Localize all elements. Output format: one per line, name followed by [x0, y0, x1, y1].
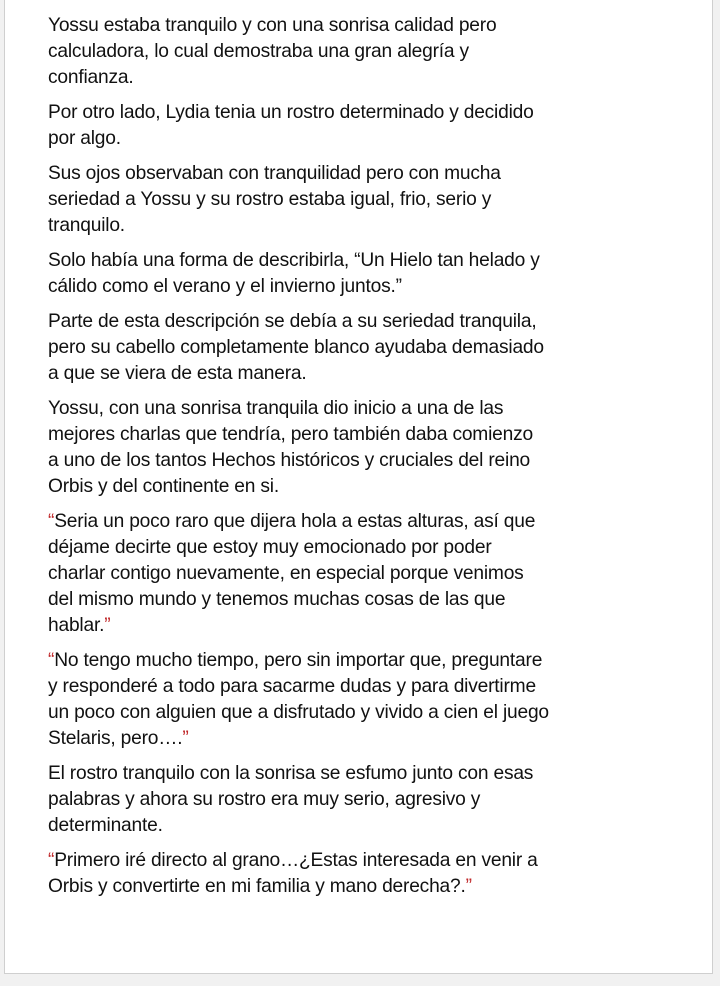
close-quote-mark: ” [182, 728, 189, 749]
open-quote-mark: “ [48, 850, 55, 871]
dialogue-text: Seria un poco raro que dijera hola a estas alturas, así que [54, 511, 536, 532]
open-quote-mark: “ [48, 650, 55, 671]
text-line: a uno de los tantos Hechos históricos y cruciales del reino [48, 450, 531, 471]
dialogue-text: Primero iré directo al grano…¿Estas interesada en venir a [54, 850, 538, 871]
open-quote-mark: “ [48, 511, 55, 532]
text-line [48, 613, 688, 639]
text-line: por algo. [48, 128, 121, 149]
paragraph-narration [48, 13, 688, 91]
dialogue-text: No tengo mucho tiempo, pero sin importar que, preguntare [54, 650, 543, 671]
paragraph-narration [48, 100, 688, 152]
document-page [4, 0, 713, 974]
text-line: charlar contigo nuevamente, en especial porque venimos [48, 563, 524, 584]
text-line: Yossu estaba tranquilo y con una sonrisa calidad pero [48, 15, 497, 36]
text-line: Solo había una forma de describirla, “Un Hielo tan helado y [48, 250, 540, 271]
dialogue-text: Stelaris, pero…. [48, 728, 183, 749]
document-body [48, 13, 688, 909]
text-line [48, 509, 688, 535]
text-line: Parte de esta descripción se debía a su seriedad tranquila, [48, 311, 537, 332]
dialogue-text: Orbis y convertirte en mi familia y mano derecha?. [48, 876, 466, 897]
text-line: El rostro tranquilo con la sonrisa se esfumo junto con esas [48, 763, 534, 784]
close-quote-mark: ” [104, 615, 111, 636]
text-line [48, 874, 688, 900]
text-line: Yossu, con una sonrisa tranquila dio inicio a una de las [48, 398, 504, 419]
text-line: Sus ojos observaban con tranquilidad pero con mucha [48, 163, 501, 184]
text-line: pero su cabello completamente blanco ayudaba demasiado [48, 337, 544, 358]
text-line [48, 726, 688, 752]
text-line: cálido como el verano y el invierno juntos.” [48, 276, 402, 297]
paragraph-narration [48, 309, 688, 387]
paragraph-narration [48, 161, 688, 239]
text-line [48, 848, 688, 874]
text-line: déjame decirte que estoy muy emocionado por poder [48, 537, 492, 558]
text-line: Orbis y del continente en si. [48, 476, 279, 497]
dialogue-text: hablar. [48, 615, 105, 636]
paragraph-dialogue [48, 848, 688, 900]
paragraph-dialogue [48, 509, 688, 639]
text-line: seriedad a Yossu y su rostro estaba igual, frio, serio y [48, 189, 492, 210]
paragraph-narration [48, 248, 688, 300]
text-line: mejores charlas que tendría, pero también daba comienzo [48, 424, 533, 445]
text-line: y responderé a todo para sacarme dudas y para divertirme [48, 676, 536, 697]
paragraph-narration [48, 396, 688, 500]
text-line: tranquilo. [48, 215, 125, 236]
text-line: confianza. [48, 67, 134, 88]
text-line: un poco con alguien que a disfrutado y vivido a cien el juego [48, 702, 549, 723]
close-quote-mark: ” [465, 876, 472, 897]
text-line [48, 648, 688, 674]
text-line: determinante. [48, 815, 163, 836]
paragraph-dialogue [48, 648, 688, 752]
text-line: palabras y ahora su rostro era muy serio, agresivo y [48, 789, 481, 810]
text-line: Por otro lado, Lydia tenia un rostro determinado y decidido [48, 102, 534, 123]
paragraph-narration [48, 761, 688, 839]
text-line: a que se viera de esta manera. [48, 363, 307, 384]
text-line: del mismo mundo y tenemos muchas cosas de las que [48, 589, 506, 610]
text-line: calculadora, lo cual demostraba una gran alegría y [48, 41, 469, 62]
